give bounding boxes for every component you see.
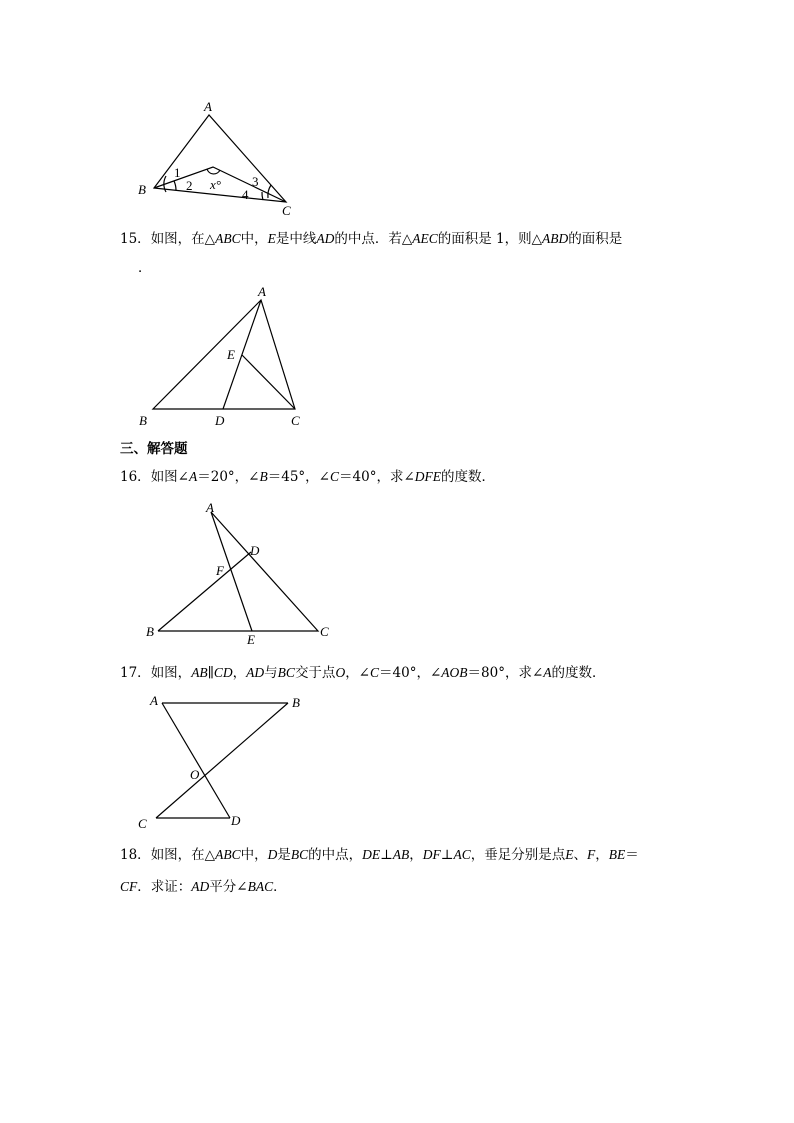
label-a: A bbox=[258, 284, 266, 299]
figure-q16 bbox=[140, 500, 340, 648]
label-d: D bbox=[250, 543, 260, 558]
label-c: C bbox=[138, 816, 147, 831]
figure-q15 bbox=[135, 283, 325, 433]
label-e: E bbox=[247, 632, 255, 647]
label-f: F bbox=[216, 563, 224, 578]
label-x: x° bbox=[210, 177, 221, 192]
label-c: C bbox=[291, 413, 300, 428]
label-3: 3 bbox=[252, 174, 259, 189]
label-a: A bbox=[204, 99, 212, 114]
label-c: C bbox=[320, 624, 329, 639]
label-d: D bbox=[215, 413, 225, 428]
question-18: 18．如图，在△ABC中，D是BC的中点，DE⊥AB，DF⊥AC，垂足分别是点E、F，BE＝ CF．求证：AD平分∠BAC． bbox=[120, 847, 639, 895]
label-o: O bbox=[190, 767, 200, 782]
triangle-abc bbox=[153, 300, 295, 409]
label-b: B bbox=[139, 413, 147, 428]
label-a: A bbox=[150, 693, 158, 708]
section-header: 三、解答题 bbox=[120, 441, 188, 457]
figure-q17 bbox=[130, 690, 320, 835]
angle-mark-2 bbox=[174, 181, 176, 190]
question-15-blank: ． bbox=[138, 260, 152, 276]
question-15: 15．如图，在△ABC中，E是中线AD的中点．若△AEC的面积是 1，则△ABD的面积是 bbox=[120, 231, 623, 247]
question-17: 17．如图，AB∥CD，AD与BC交于点O，∠C＝40°，∠AOB＝80°，求∠A的度数． bbox=[120, 665, 606, 681]
label-b: B bbox=[292, 695, 300, 710]
label-a: A bbox=[206, 500, 214, 515]
label-c: C bbox=[282, 203, 291, 218]
segment-bc bbox=[156, 703, 288, 818]
label-2: 2 bbox=[186, 178, 193, 193]
label-4: 4 bbox=[242, 187, 249, 202]
segment-ad bbox=[162, 703, 230, 818]
figure-q14 bbox=[130, 95, 310, 220]
label-1: 1 bbox=[174, 165, 181, 180]
label-b: B bbox=[146, 624, 154, 639]
label-e: E bbox=[227, 347, 235, 362]
label-d: D bbox=[231, 813, 241, 828]
label-b: B bbox=[138, 182, 146, 197]
angle-mark-3 bbox=[268, 185, 271, 198]
angle-mark-4 bbox=[262, 192, 263, 200]
segment-bd bbox=[158, 552, 251, 631]
side-ba-ac bbox=[158, 512, 318, 631]
question-16: 16．如图∠A＝20°，∠B＝45°，∠C＝40°，求∠DFE的度数． bbox=[120, 469, 496, 485]
